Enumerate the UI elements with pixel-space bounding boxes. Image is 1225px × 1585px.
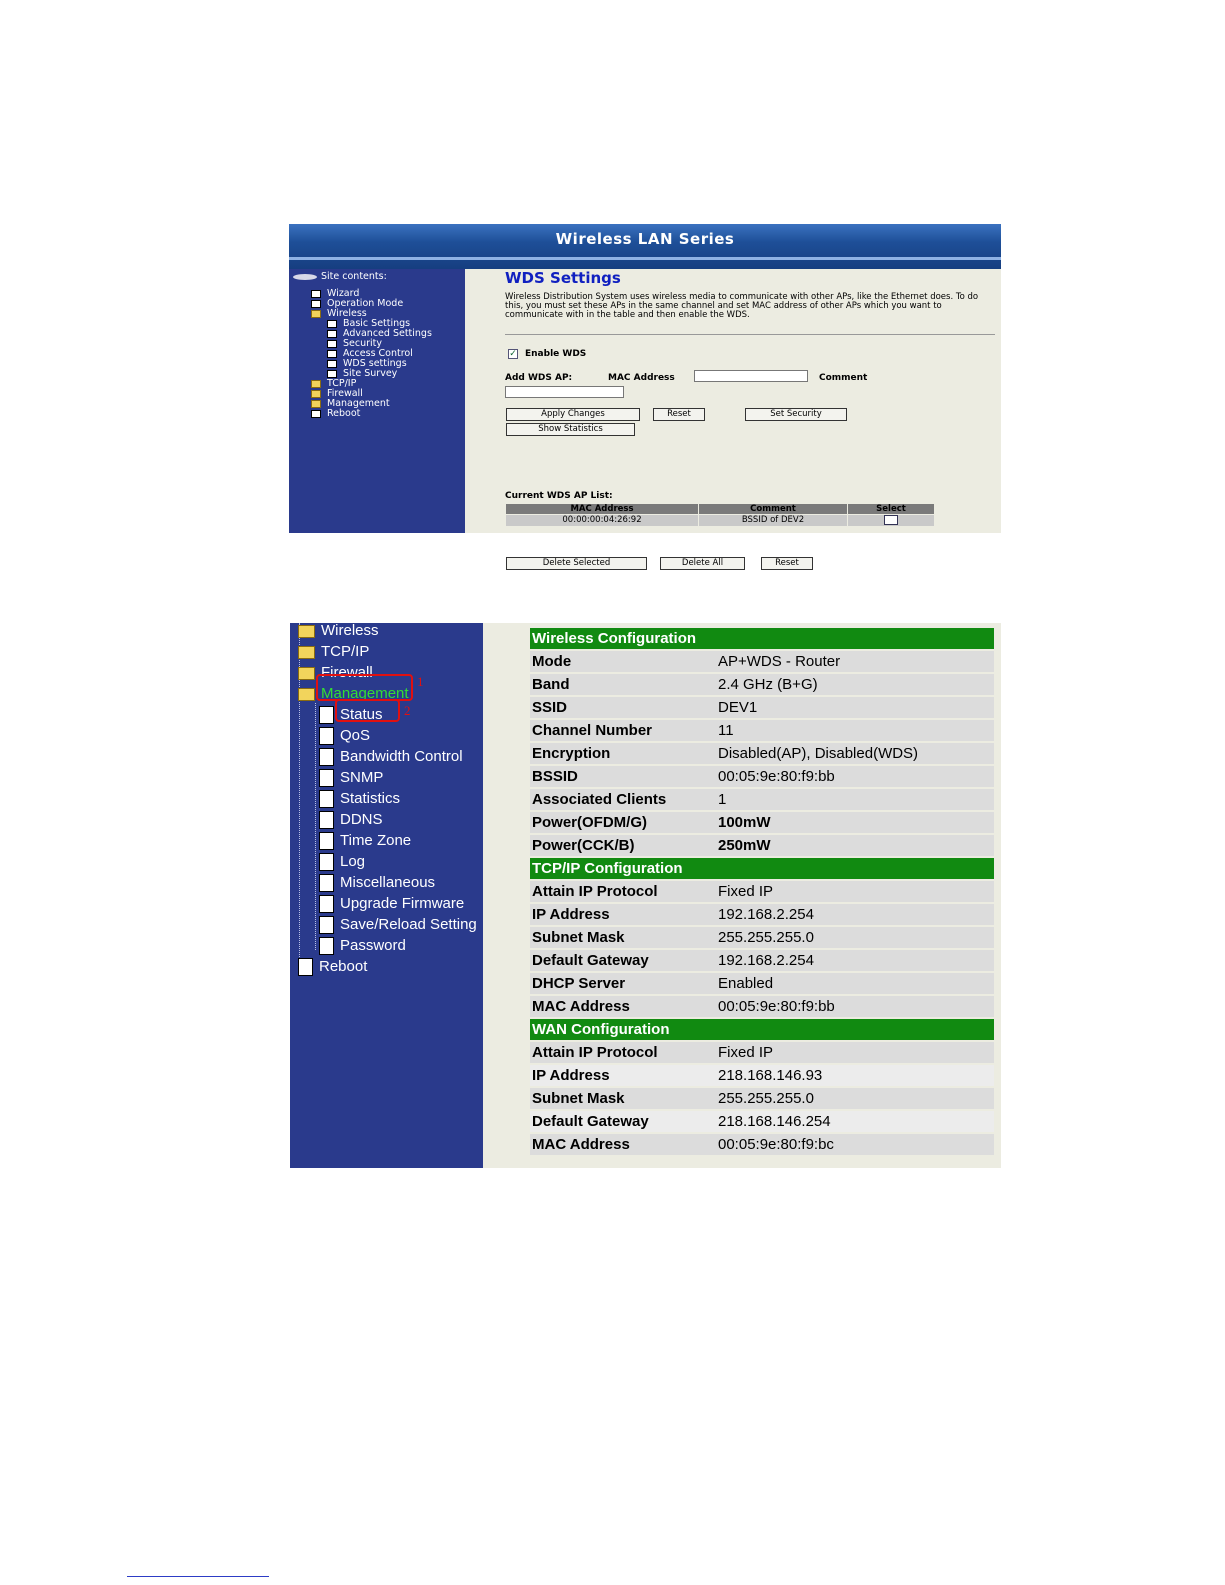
sidebar-item-label: Wireless [327,308,367,319]
field-value: 00:05:9e:80:f9:bc [716,1134,994,1155]
field-value: 11 [716,720,994,741]
add-wds-ap-label: Add WDS AP: [505,373,573,383]
folder-open-icon [298,688,315,701]
sidebar-header-label: Site contents: [321,271,387,282]
cell-comment: BSSID of DEV2 [699,515,848,527]
comment-label: Comment [819,373,868,383]
document-icon [311,300,321,308]
table-row [530,1042,994,1063]
sidebar-item-label: Operation Mode [327,298,404,309]
table-header-row [506,504,935,515]
sidebar-item-label: TCP/IP [321,643,370,660]
sidebar-item-upgrade-firmware[interactable] [319,894,464,914]
sidebar-item-statistics[interactable] [319,789,400,809]
sidebar-item-label: Wireless [321,622,379,639]
sidebar-item-label: DDNS [340,811,383,828]
tree-line [315,703,316,950]
banner-stripe [289,257,1001,260]
document-icon [319,706,334,724]
sidebar-item-label: Management [327,398,390,409]
field-label: Attain IP Protocol [530,1042,716,1063]
document-icon [327,350,337,358]
field-label: IP Address [530,1065,716,1086]
field-value: 100mW [716,812,994,833]
sidebar-item-label: Firewall [327,388,363,399]
document-icon [327,320,337,328]
show-statistics-button[interactable]: Show Statistics [506,423,635,436]
sidebar-item-label: TCP/IP [327,378,357,389]
folder-open-icon [311,310,321,318]
document-icon [319,895,334,913]
sidebar-item-time-zone[interactable] [319,831,411,851]
sidebar-item-label: WDS settings [343,358,407,369]
sidebar-header [293,272,387,282]
sidebar-item-label: SNMP [340,769,384,786]
field-label: Subnet Mask [530,927,716,948]
table-row [530,973,994,994]
table-row [530,651,994,672]
field-label: Band [530,674,716,695]
folder-icon [311,390,321,398]
field-label: BSSID [530,766,716,787]
sidebar-item-snmp[interactable] [319,768,383,788]
sidebar-item-label: Site Survey [343,368,398,379]
document-icon [327,370,337,378]
document-icon [327,340,337,348]
field-value: 00:05:9e:80:f9:bb [716,996,994,1017]
document-icon [319,811,334,829]
table-row [530,1111,994,1132]
sidebar-item-reboot[interactable] [311,409,360,419]
field-label: Default Gateway [530,950,716,971]
document-icon [319,748,334,766]
sidebar-item-label: Reboot [319,958,368,975]
field-label: Default Gateway [530,1111,716,1132]
delete-selected-button[interactable]: Delete Selected [506,557,647,570]
sidebar-item-label: Security [343,338,383,349]
document-icon [327,330,337,338]
reset-list-button[interactable]: Reset [761,557,813,570]
page-title: WDS Settings [505,269,621,287]
field-label: IP Address [530,904,716,925]
document-icon [319,727,334,745]
folder-icon [298,667,315,680]
field-label: MAC Address [530,1134,716,1155]
sidebar-item-reboot[interactable] [298,957,367,977]
table-row [530,1065,994,1086]
field-label: SSID [530,697,716,718]
field-label: DHCP Server [530,973,716,994]
field-value: 255.255.255.0 [716,1088,994,1109]
field-value: Disabled(AP), Disabled(WDS) [716,743,994,764]
column-header-mac: MAC Address [506,504,699,515]
sidebar-item-save-reload-setting[interactable] [319,915,477,935]
field-label: MAC Address [530,996,716,1017]
status-main-panel [483,623,1001,1168]
page-description: Wireless Distribution System uses wireless media to communicate with other APs, like the Ethernet does. To do this, you must set these APs in the same channel and set MAC address of other APs which you want to communicate with in the table and then enable the WDS. [505,292,979,320]
field-value: DEV1 [716,697,994,718]
field-value: 218.168.146.254 [716,1111,994,1132]
enable-wds-checkbox[interactable] [508,349,518,359]
field-value: 2.4 GHz (B+G) [716,674,994,695]
table-row [530,743,994,764]
section-title: Wireless Configuration [530,628,994,649]
document-icon [319,937,334,955]
sidebar-item-log[interactable] [319,852,365,872]
sidebar-item-password[interactable] [319,936,406,956]
table-row [530,789,994,810]
field-value: 192.168.2.254 [716,950,994,971]
wds-main-panel [465,269,1001,568]
cell-select [848,515,935,527]
comment-input[interactable] [505,386,624,398]
sidebar [289,269,465,533]
callout-number-2: 2 [404,703,411,718]
sidebar-item-label: Save/Reload Setting [340,916,477,933]
section-title: TCP/IP Configuration [530,858,994,879]
callout-number-1: 1 [417,674,424,689]
footnote-separator [127,1576,269,1577]
field-value: 00:05:9e:80:f9:bb [716,766,994,787]
table-row [530,881,994,902]
table-row [530,1134,994,1155]
banner [289,224,1001,269]
sidebar-item-label: Access Control [343,348,413,359]
table-row [530,697,994,718]
document-icon [311,290,321,298]
wds-settings-screenshot [289,224,1001,568]
document-icon [298,958,313,976]
sidebar-item-label: Firewall [321,664,373,681]
sidebar-item-qos[interactable] [319,726,370,746]
document-icon [319,790,334,808]
mac-address-label: MAC Address [608,373,675,383]
field-label: Channel Number [530,720,716,741]
folder-icon [298,625,315,638]
field-label: Power(CCK/B) [530,835,716,856]
field-value: Fixed IP [716,1042,994,1063]
field-value: Fixed IP [716,881,994,902]
callout-highlight-status [335,699,400,722]
wds-ap-table [505,503,935,527]
field-value: 250mW [716,835,994,856]
apply-changes-button[interactable]: Apply Changes [506,408,640,421]
table-row [530,927,994,948]
table-row [530,720,994,741]
sidebar-item-label: Status [340,706,383,723]
sidebar-item-miscellaneous[interactable] [319,873,435,893]
sidebar-item-label: Miscellaneous [340,874,436,891]
document-icon [319,916,334,934]
document-icon [319,832,334,850]
sidebar-item-ddns[interactable] [319,810,383,830]
field-value: 255.255.255.0 [716,927,994,948]
field-label: Mode [530,651,716,672]
table-row [530,812,994,833]
table-row [530,1088,994,1109]
sidebar-item-label: Advanced Settings [343,328,432,339]
divider [505,334,995,335]
callout-highlight-management [316,674,413,701]
section-header-row [530,628,994,649]
field-label: Subnet Mask [530,1088,716,1109]
table-row [530,835,994,856]
field-label: Associated Clients [530,789,716,810]
status-table [530,626,994,1157]
sidebar-item-label: Wizard [327,288,360,299]
sidebar-item-bandwidth-control[interactable] [319,747,463,767]
sidebar-item-label: Basic Settings [343,318,411,329]
field-label: Power(OFDM/G) [530,812,716,833]
field-label: Encryption [530,743,716,764]
document-icon [311,410,321,418]
row-select-checkbox[interactable] [884,515,898,525]
sidebar-item-label: Time Zone [340,832,412,849]
folder-icon [311,380,321,388]
delete-all-button[interactable]: Delete All [660,557,745,570]
sidebar-item-wireless[interactable] [298,621,379,641]
column-header-comment: Comment [699,504,848,515]
column-header-select: Select [848,504,935,515]
sidebar-item-label: Password [340,937,406,954]
mac-address-input[interactable] [694,370,808,382]
set-security-button[interactable]: Set Security [745,408,847,421]
section-header-row [530,858,994,879]
folder-icon [311,400,321,408]
cell-mac: 00:00:00:04:26:92 [506,515,699,527]
sidebar-item-label: Management [321,685,409,702]
table-row [530,996,994,1017]
banner-title: Wireless LAN Series [555,230,735,248]
sidebar-item-label: Log [340,853,366,870]
field-label: Attain IP Protocol [530,881,716,902]
table-row [530,950,994,971]
field-value: AP+WDS - Router [716,651,994,672]
table-row [530,766,994,787]
sidebar-item-label: Upgrade Firmware [340,895,465,912]
sidebar-item-label: Statistics [340,790,401,807]
document-icon [327,360,337,368]
document-icon [319,874,334,892]
sidebar-item-label: Reboot [327,408,361,419]
document-icon [319,853,334,871]
section-header-row [530,1019,994,1040]
field-value: Enabled [716,973,994,994]
sidebar-item-tcpip[interactable] [298,642,369,662]
enable-wds-label: Enable WDS [525,349,587,359]
sidebar-item-label: Bandwidth Control [340,748,463,765]
reset-button[interactable]: Reset [653,408,705,421]
sidebar [290,623,483,1168]
field-value: 192.168.2.254 [716,904,994,925]
table-row [530,904,994,925]
table-row [530,674,994,695]
network-icon [293,274,317,280]
checkmark-icon: ✓ [509,349,517,359]
document-icon [319,769,334,787]
sidebar-item-label: QoS [340,727,371,744]
status-screenshot [290,623,1001,1168]
field-value: 1 [716,789,994,810]
field-value: 218.168.146.93 [716,1065,994,1086]
section-title: WAN Configuration [530,1019,994,1040]
folder-icon [298,646,315,659]
wds-list-title: Current WDS AP List: [505,491,613,501]
table-row [506,515,935,527]
